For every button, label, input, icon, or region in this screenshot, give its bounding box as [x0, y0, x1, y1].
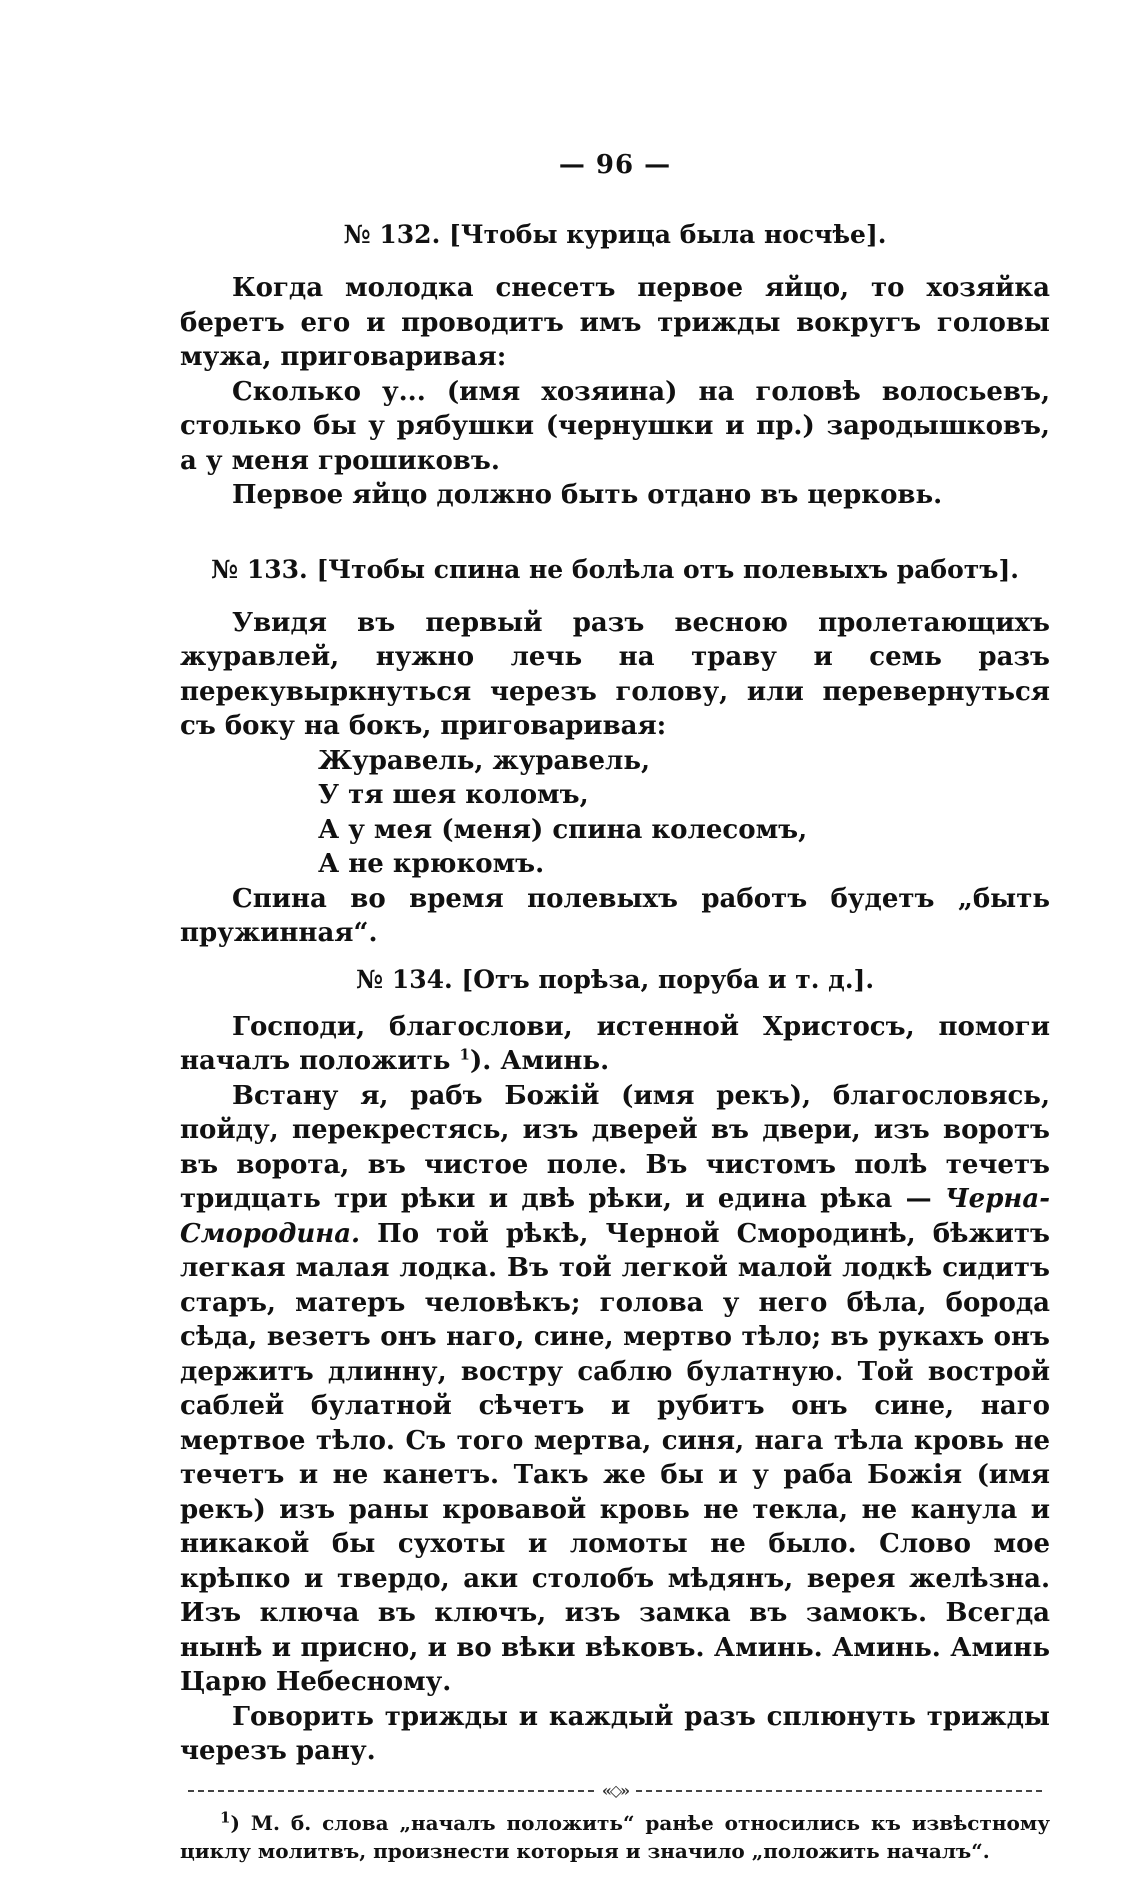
section-134-heading: № 134. [Отъ порѣза, поруба и т. д.]. [355, 964, 875, 994]
footnote-ref: 1 [459, 1045, 470, 1064]
paragraph-text: ). Аминь. [469, 1046, 610, 1076]
verse-line: А не крюкомъ. [318, 849, 545, 879]
section-133-heading: № 133. [Чтобы спина не болѣла отъ полевыхъ работъ]. [211, 554, 1019, 584]
divider-rule [188, 1790, 594, 1792]
section-133-verse [180, 744, 1050, 882]
paragraph-text: Господи, благослови, истенной Христосъ, помоги началъ положить [180, 1011, 1050, 1076]
section-133-paragraph-1: Увидя въ первый разъ весною пролетающихъ журавлей, нужно лечь на траву и семь разъ перекувыркнуться черезъ голову, или перевернуться съ боку на бокъ, приговаривая: [180, 607, 1050, 741]
paragraph-text: По той рѣкѣ, Черной Смородинѣ, бѣжитъ легкая малая лодка. Въ той легкой малой лодкѣ сидитъ старъ, матеръ человѣкъ; голова у него бѣла, борода сѣда, везетъ онъ наго, сине, мертво тѣло; въ рукахъ онъ держитъ длинну, востру саблю булатную. Той вострой саблей булатной сѣчетъ и рубитъ онъ сине, наго мертвое тѣло. Съ того мертва, синя, нага тѣла кровь не течетъ и не канетъ. Такъ же бы и у раба Божія (имя рекъ) изъ раны кровавой кровь не текла, не канула и никакой бы сухоты и ломоты не было. Слово мое крѣпко и твердо, аки столобъ мѣдянъ, верея желѣзна. Изъ ключа въ ключъ, изъ замка въ замокъ. Всегда нынѣ и присно, и во вѣки вѣковъ. Аминь. Аминь. Аминь Царю Небесному. [180, 1218, 1050, 1697]
section-133-paragraph-2: Спина во время полевыхъ работъ будетъ „быть пружинная“. [180, 883, 1050, 948]
footnote [180, 1809, 1050, 1865]
section-134-paragraph-3: Говорить трижды и каждый разъ сплюнуть трижды черезъ рану. [180, 1701, 1050, 1766]
section-134-paragraph-2 [180, 1079, 1050, 1700]
footnote-marker: 1 [220, 1807, 231, 1826]
divider-ornament: «◇» [601, 1781, 629, 1800]
section-132-paragraph-3: Первое яйцо должно быть отдано въ церковь. [232, 480, 943, 510]
divider-rule [636, 1790, 1042, 1792]
verse-line: Журавель, журавель, [318, 745, 651, 776]
footnote-divider [180, 1783, 1050, 1799]
page [180, 150, 1050, 1885]
section-134-paragraph-1 [180, 1010, 1050, 1079]
section-132-paragraph-1: Когда молодка снесетъ первое яйцо, то хозяйка беретъ его и проводитъ имъ трижды вокругъ головы мужа, приговаривая: [180, 273, 1050, 372]
river-name-italic: Черна-Смородина. [180, 1184, 1050, 1249]
footnote-text: ) М. б. слова „началъ положить“ ранѣе относились къ извѣстному циклу молитвъ, произнести которыя и значило „положить началъ“. [180, 1810, 1050, 1863]
paragraph-text: Встану я, рабъ Божій (имя рекъ), благословясь, пойду, перекрестясь, изъ дверей въ двери, изъ воротъ въ ворота, въ чистое поле. Въ чистомъ полѣ течетъ тридцать три рѣки и двѣ рѣки, и едина рѣка — [180, 1080, 1050, 1214]
page-number: — 96 — [558, 150, 672, 180]
section-132-heading: № 132. [Чтобы курица была носчѣе]. [343, 220, 887, 249]
section-132-paragraph-2: Сколько у... (имя хозяина) на головѣ волосьевъ, столько бы у рябушки (чернушки и пр.) зародышковъ, а у меня грошиковъ. [180, 376, 1050, 476]
verse-line: У тя шея коломъ, [318, 780, 589, 810]
verse-line: А у мея (меня) спина колесомъ, [318, 814, 808, 845]
